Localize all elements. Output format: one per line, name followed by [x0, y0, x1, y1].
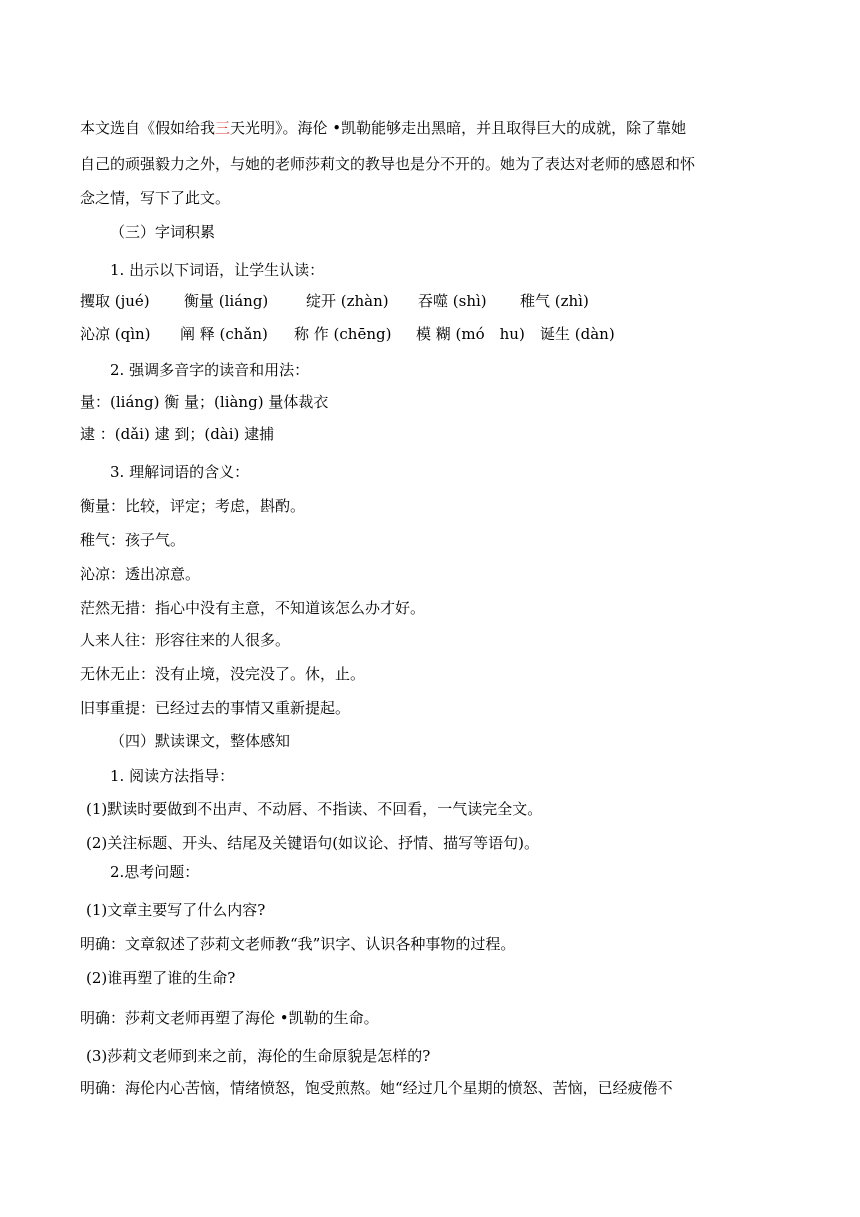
polyphone-liang: 量：(liáng) 衡 量；(liàng) 量体裁衣: [80, 393, 329, 411]
method-line-1: (1)默读时要做到不出声、不动唇、不指读、不回看，一气读完全文。: [86, 800, 543, 818]
intro-line-1: [80, 118, 686, 138]
word-item: 绽开 (zhàn): [306, 292, 389, 310]
question-3: (3)莎莉文老师到来之前，海伦的生命原貌是怎样的?: [86, 1047, 431, 1065]
intro-line-3: 念之情，写下了此文。: [80, 189, 231, 207]
question-1: (1)文章主要写了什么内容?: [86, 901, 266, 919]
word-item: 吞噬 (shì): [418, 292, 487, 310]
answer-3: 明确：海伦内心苦恼，情绪愤怒，饱受煎熬。她“经过几个星期的愤怒、苦恼，已经疲倦不: [80, 1079, 673, 1097]
word-item: 稚气 (zhì): [520, 292, 589, 310]
intro-text-b: 天光明》。海伦 •凯勒能够走出黑暗，并且取得巨大的成就，除了靠她: [230, 119, 687, 137]
word-item: 模 糊 (mó hu): [416, 325, 525, 343]
word-item: 攫取 (jué): [80, 292, 150, 310]
definition-line: 人来人往：形容往来的人很多。: [80, 631, 291, 649]
definition-line: 旧事重提：已经过去的事情又重新提起。: [80, 699, 351, 717]
answer-2: 明确：莎莉文老师再塑了海伦 •凯勒的生命。: [80, 1009, 379, 1027]
section3-heading: （三）字词积累: [110, 223, 216, 241]
intro-text-a: 本文选自《假如给我: [80, 119, 216, 137]
section4-item2: 2.思考问题：: [110, 863, 200, 881]
intro-highlight: 三: [215, 119, 231, 137]
section3-item3: 3. 理解词语的含义：: [110, 463, 250, 481]
section4-item1: 1. 阅读方法指导：: [110, 767, 235, 785]
answer-1: 明确：文章叙述了莎莉文老师教“我”识字、认识各种事物的过程。: [80, 935, 516, 953]
definition-line: 无休无止：没有止境，没完没了。休，止。: [80, 665, 366, 683]
method-line-2: (2)关注标题、开头、结尾及关键语句(如议论、抒情、描写等语句)。: [86, 834, 539, 852]
word-item: 诞生 (dàn): [540, 325, 615, 343]
word-item: 称 作 (chēng): [294, 325, 392, 343]
polyphone-dai: 逮 ：(dǎi) 逮 到；(dài) 逮捕: [80, 425, 275, 443]
word-item: 沁凉 (qìn): [80, 325, 151, 343]
word-item: 阐 释 (chǎn): [180, 325, 268, 343]
section3-item2: 2. 强调多音字的读音和用法：: [110, 361, 310, 379]
definition-line: 衡量：比较，评定；考虑，斟酌。: [80, 497, 306, 515]
section3-item1: 1. 出示以下词语，让学生认读：: [110, 261, 325, 279]
section4-heading: （四）默读课文，整体感知: [110, 732, 291, 750]
definition-line: 沁凉：透出凉意。: [80, 565, 201, 583]
definition-line: 稚气：孩子气。: [80, 531, 186, 549]
intro-line-2: 自己的顽强毅力之外，与她的老师莎莉文的教导也是分不开的。她为了表达对老师的感恩和怀: [80, 155, 696, 173]
definition-line: 茫然无措：指心中没有主意，不知道该怎么办才好。: [80, 599, 426, 617]
word-item: 衡量 (liáng): [184, 292, 269, 310]
question-2: (2)谁再塑了谁的生命?: [86, 969, 236, 987]
